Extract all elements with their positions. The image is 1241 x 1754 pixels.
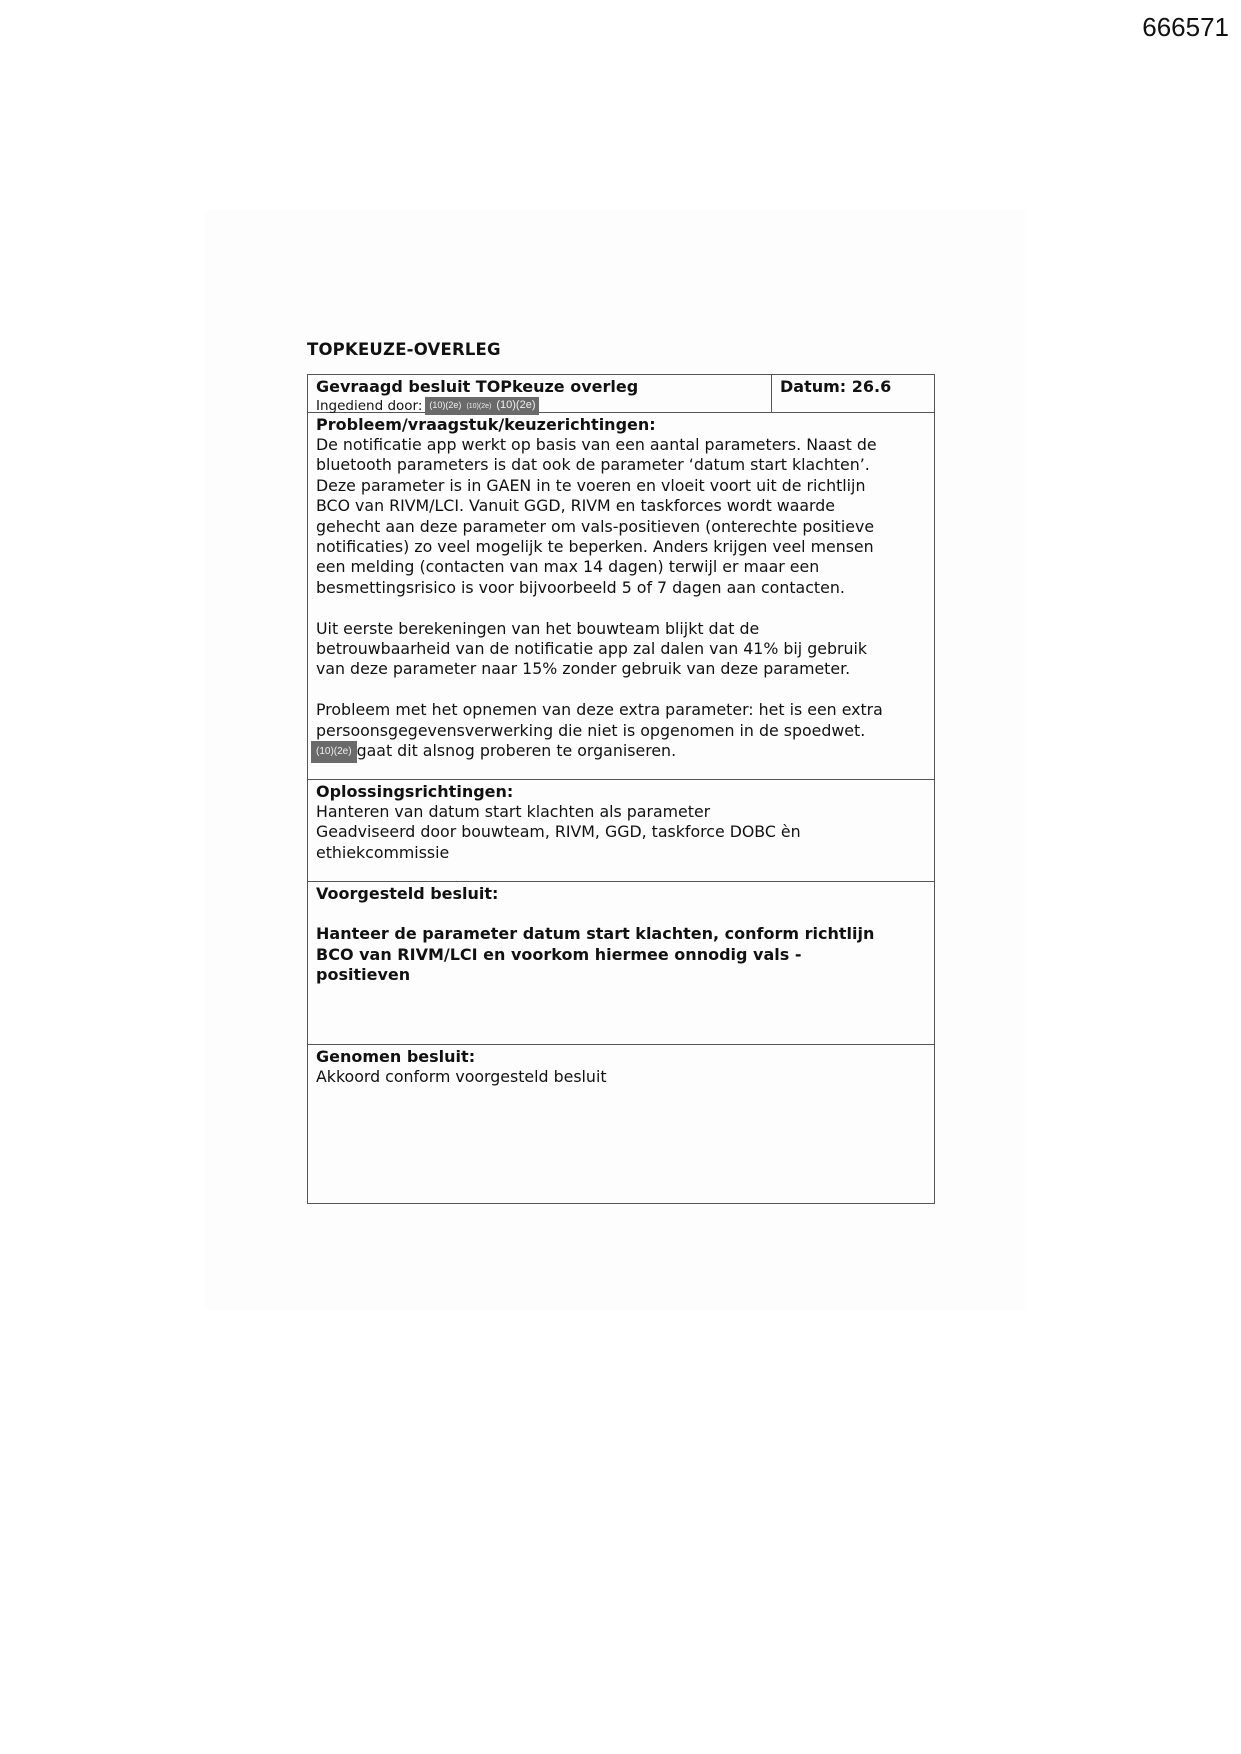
text-line: van deze parameter naar 15% zonder gebruik van deze parameter. — [316, 659, 851, 679]
probleem-row — [308, 413, 934, 780]
voorgesteld-title: Voorgesteld besluit: — [316, 884, 499, 903]
redaction-label: (10)(2e) — [466, 403, 492, 410]
paragraph-gap — [316, 904, 926, 924]
redaction-block: (10)(2e) — [311, 741, 357, 763]
oplossing-cell — [308, 780, 934, 881]
oplossing-row — [308, 780, 934, 882]
submitted-by-label: Ingediend door: — [316, 398, 423, 414]
text-line: positieven — [316, 965, 411, 985]
text-line: notificaties) zo veel mogelijk te beperken. Anders krijgen veel mensen — [316, 537, 874, 557]
text-line: Deze parameter is in GAEN in te voeren en vloeit voort uit de richtlijn — [316, 475, 866, 495]
date-label: Datum: 26.6 — [780, 377, 892, 396]
text-line: ethiekcommissie — [316, 842, 450, 862]
text-line: Akkoord conform voorgesteld besluit — [316, 1067, 607, 1086]
text-line: BCO van RIVM/LCI. Vanuit GGD, RIVM en taskforces wordt waarde — [316, 496, 836, 516]
request-title: Gevraagd besluit TOPkeuze overleg — [316, 377, 639, 396]
text-line: besmettingsrisico is voor bijvoorbeeld 5 of 7 dagen aan contacten. — [316, 577, 845, 597]
voorgesteld-row — [308, 882, 934, 1045]
genomen-cell — [308, 1045, 934, 1203]
page-heading: TOPKEUZE-OVERLEG — [307, 340, 501, 359]
text-line: De notificatie app werkt op basis van een aantal parameters. Naast de — [316, 435, 877, 454]
text-line: een melding (contacten van max 14 dagen) terwijl er maar een — [316, 557, 820, 577]
decision-form-table — [307, 374, 935, 1204]
redaction-label: (10)(2e) — [496, 399, 536, 411]
probleem-cell — [308, 413, 934, 779]
text-line: gehecht aan deze parameter om vals-positieven (onterechte positieve — [316, 516, 875, 536]
text-line: bluetooth parameters is dat ook de parameter ‘datum start klachten’. — [316, 455, 870, 475]
text-fragment: gaat dit alsnog proberen te organiseren. — [356, 741, 677, 761]
text-line: Hanteren van datum start klachten als parameter — [316, 802, 711, 821]
header-title-cell — [308, 375, 772, 412]
paragraph-gap — [316, 680, 926, 700]
voorgesteld-cell — [308, 882, 934, 1044]
text-line: Probleem met het opnemen van deze extra parameter: het is een extra — [316, 700, 883, 720]
text-line: BCO van RIVM/LCI en voorkom hiermee onnodig vals - — [316, 944, 802, 964]
document-number: 666571 — [1142, 12, 1229, 42]
probleem-paragraph-3 — [316, 700, 926, 763]
probleem-paragraph-2 — [316, 619, 926, 680]
header-row — [308, 375, 934, 413]
text-line: Hanteer de parameter datum start klachten, conform richtlijn — [316, 924, 875, 944]
genomen-title: Genomen besluit: — [316, 1047, 476, 1066]
redaction-label: (10)(2e) — [429, 400, 462, 410]
genomen-row — [308, 1045, 934, 1203]
probleem-title: Probleem/vraagstuk/keuzerichtingen: — [316, 415, 656, 434]
text-line: betrouwbaarheid van de notificatie app zal dalen van 41% bij gebruik — [316, 639, 868, 659]
header-date-cell — [772, 375, 934, 412]
text-line: Geadviseerd door bouwteam, RIVM, GGD, taskforce DOBC èn — [316, 822, 801, 842]
paragraph-gap — [316, 598, 926, 618]
text-line — [316, 741, 926, 763]
text-line: persoonsgegevensverwerking die niet is opgenomen in de spoedwet. — [316, 720, 866, 740]
oplossing-title: Oplossingsrichtingen: — [316, 782, 514, 801]
text-line: Uit eerste berekeningen van het bouwteam blijkt dat de — [316, 618, 760, 638]
probleem-paragraph-1 — [316, 435, 926, 598]
